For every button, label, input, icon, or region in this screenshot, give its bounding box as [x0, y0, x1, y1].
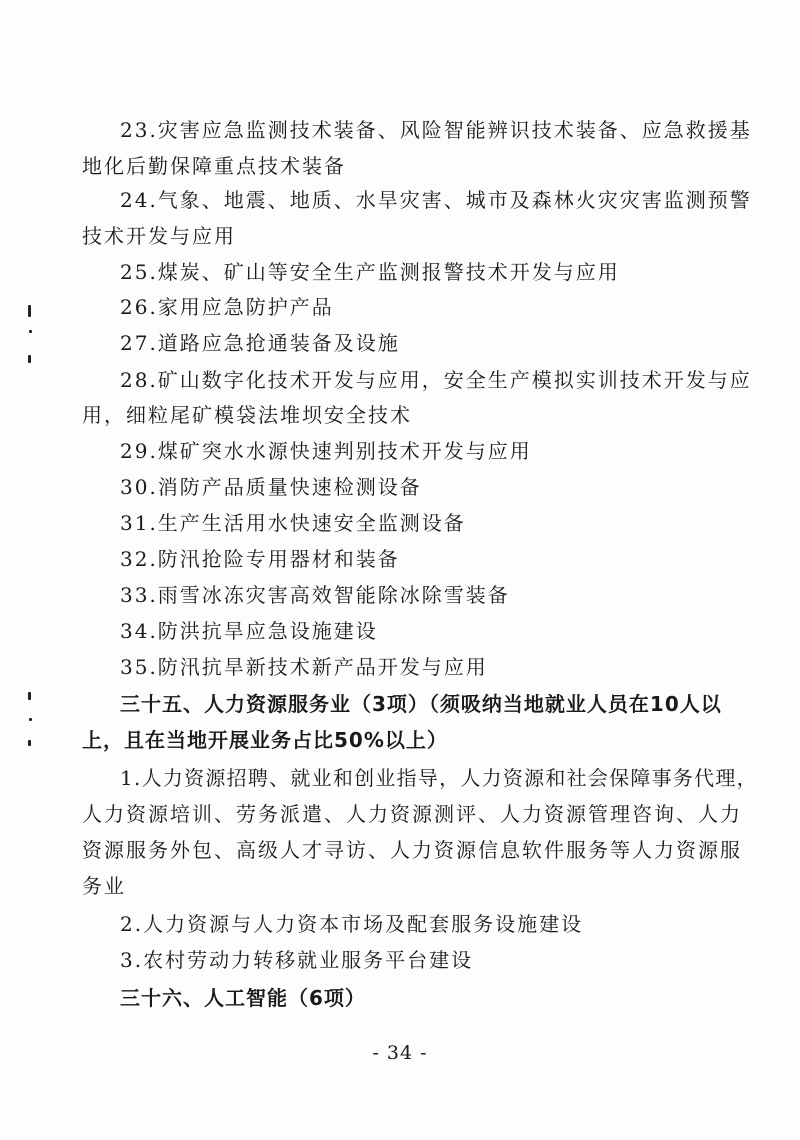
hr-item-3: 3.农村劳动力转移就业服务平台建设 — [120, 948, 474, 972]
section-35-heading-line-1: 三十五、人力资源服务业（3项）（须吸纳当地就业人员在10人以 — [120, 692, 722, 716]
list-item-31: 31.生产生活用水快速安全监测设备 — [120, 511, 466, 535]
list-item-25: 25.煤炭、矿山等安全生产监测报警技术开发与应用 — [120, 260, 620, 284]
hr-item-1-line-1: 1.人力资源招聘、就业和创业指导，人力资源和社会保障事务代理， — [120, 766, 758, 790]
list-item-28-line-2: 用，细粒尾矿模袋法堆坝安全技术 — [82, 403, 412, 427]
list-item-24-line-2: 技术开发与应用 — [82, 224, 236, 248]
scan-mark — [28, 740, 31, 746]
list-item-34: 34.防洪抗旱应急设施建设 — [120, 619, 378, 643]
scan-mark — [28, 692, 31, 700]
list-item-24-line-1: 24.气象、地震、地质、水旱灾害、城市及森林火灾灾害监测预警 — [120, 188, 752, 212]
scan-mark — [29, 330, 32, 333]
scan-mark — [28, 355, 31, 363]
hr-item-1-line-3: 资源服务外包、高级人才寻访、人力资源信息软件服务等人力资源服 — [82, 838, 742, 862]
list-item-29: 29.煤矿突水水源快速判别技术开发与应用 — [120, 439, 532, 463]
hr-item-1-line-2: 人力资源培训、劳务派遣、人力资源测评、人力资源管理咨询、人力 — [82, 802, 742, 826]
list-item-28-line-1: 28.矿山数字化技术开发与应用，安全生产模拟实训技术开发与应 — [120, 368, 752, 392]
scan-mark — [29, 718, 32, 721]
list-item-30: 30.消防产品质量快速检测设备 — [120, 475, 422, 499]
page-number: - 34 - — [372, 1042, 428, 1064]
section-35-heading-line-2: 上，且在当地开展业务占比50%以上） — [82, 728, 448, 752]
section-36-heading: 三十六、人工智能（6项） — [120, 986, 366, 1010]
list-item-27: 27.道路应急抢通装备及设施 — [120, 331, 400, 355]
hr-item-2: 2.人力资源与人力资本市场及配套服务设施建设 — [120, 912, 584, 936]
list-item-26: 26.家用应急防护产品 — [120, 295, 334, 319]
list-item-33: 33.雨雪冰冻灾害高效智能除冰除雪装备 — [120, 583, 510, 607]
list-item-23-line-1: 23.灾害应急监测技术装备、风险智能辨识技术装备、应急救援基 — [120, 118, 752, 142]
list-item-35: 35.防汛抗旱新技术新产品开发与应用 — [120, 655, 488, 679]
scan-mark — [28, 305, 31, 317]
hr-item-1-line-4: 务业 — [82, 874, 126, 898]
list-item-32: 32.防汛抢险专用器材和装备 — [120, 547, 400, 571]
list-item-23-line-2: 地化后勤保障重点技术装备 — [82, 154, 346, 178]
